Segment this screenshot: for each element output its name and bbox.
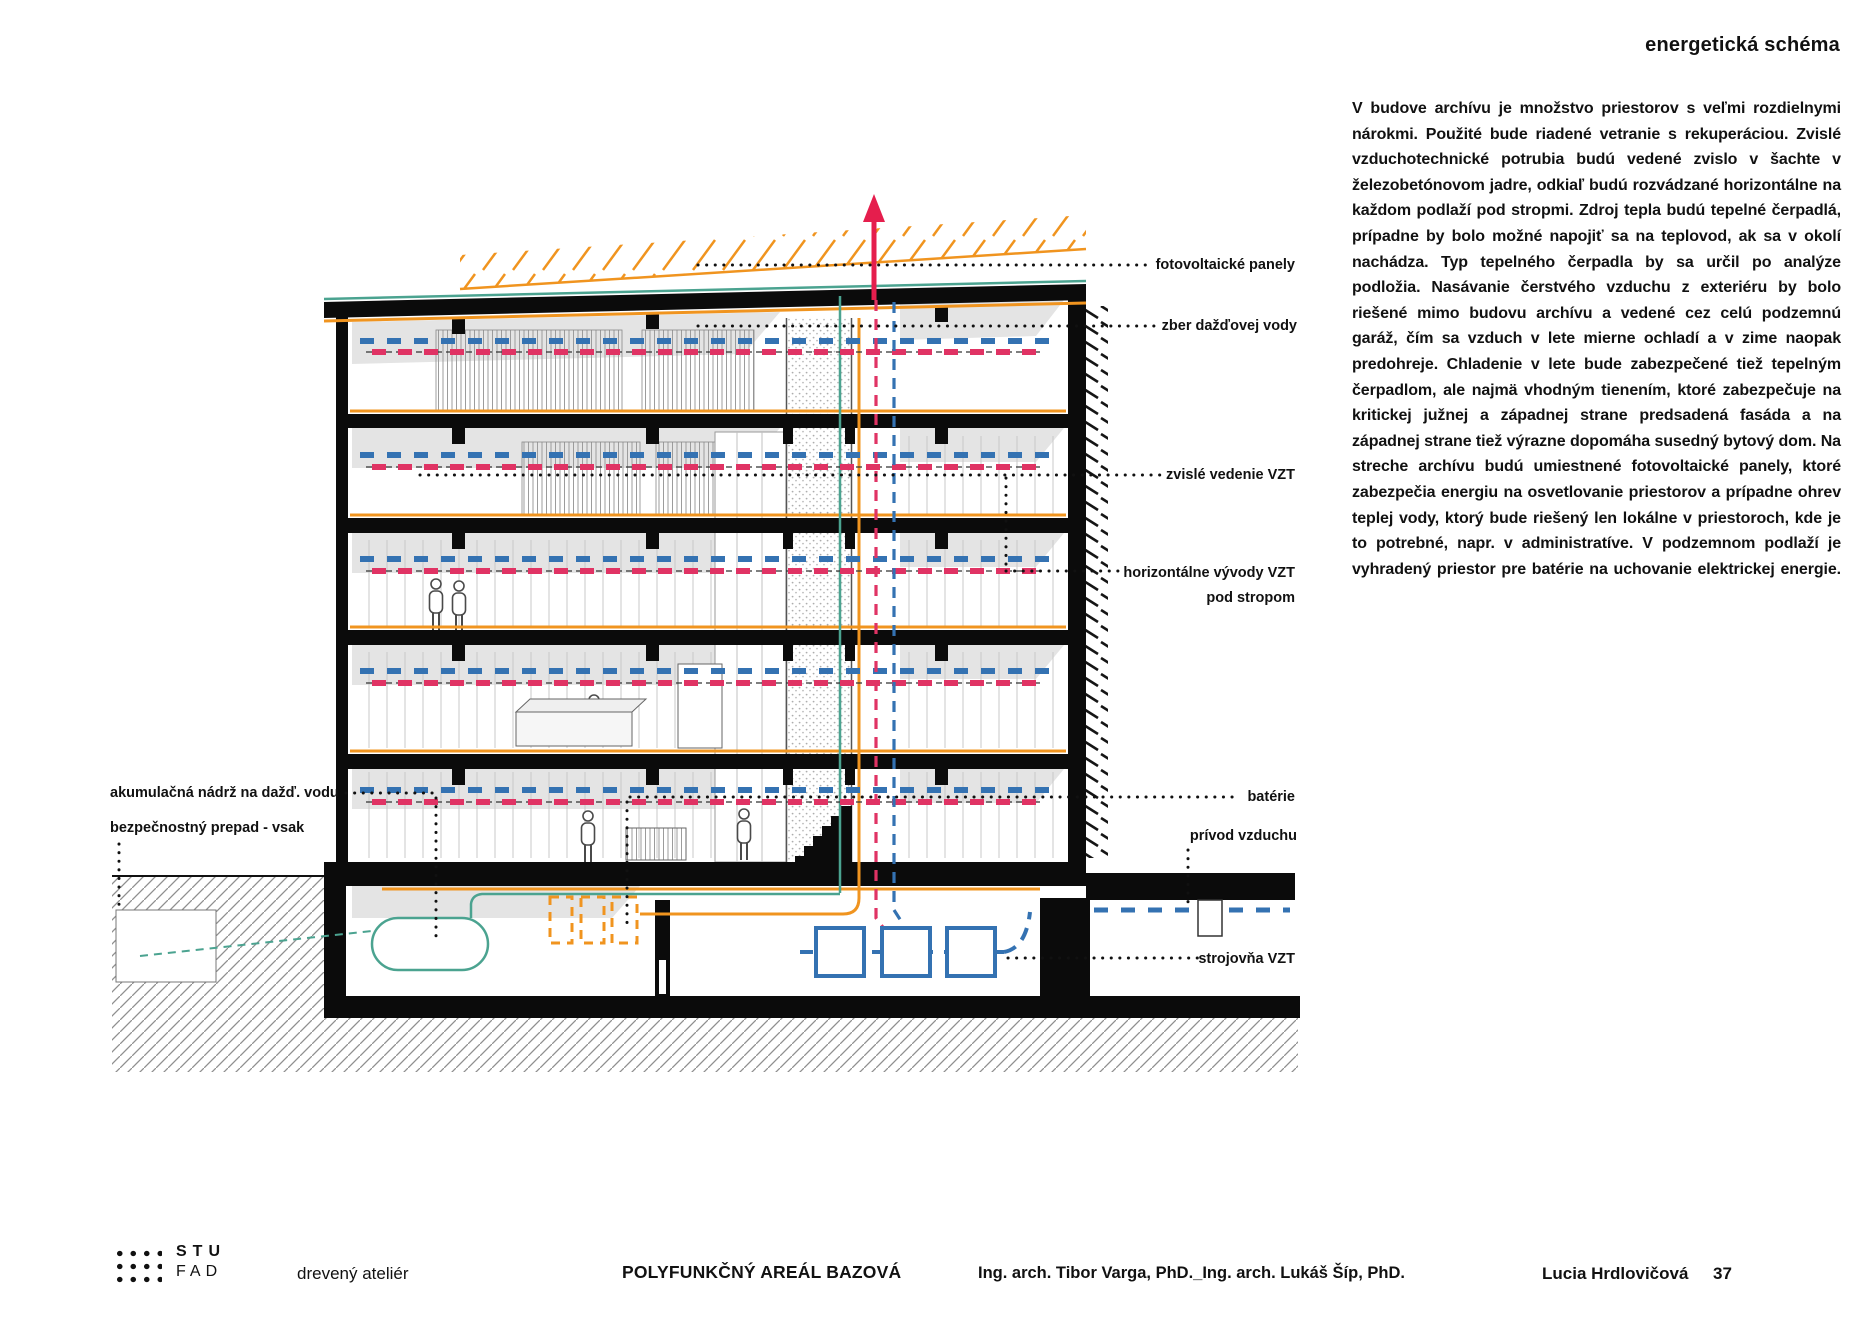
footer-page-number: 37 xyxy=(1713,1264,1732,1283)
label-horizontal-hvac-line1: horizontálne vývody VZT xyxy=(1123,565,1295,581)
label-horizontal-hvac xyxy=(1123,565,1295,607)
concrete-core xyxy=(786,318,852,862)
label-overflow-soakaway: bezpečnostný prepad - vsak xyxy=(110,820,305,836)
label-rainwater-collection: zber dažďovej vody xyxy=(1161,318,1297,334)
fad-logo-text: FAD xyxy=(176,1263,223,1280)
right-wall xyxy=(1068,300,1086,873)
rainwater-tank xyxy=(372,918,488,970)
stu-logo-dots xyxy=(112,1246,162,1284)
label-batteries: batérie xyxy=(1247,789,1295,805)
infiltration-pit xyxy=(116,910,216,982)
garage-slab xyxy=(1086,873,1295,900)
description-paragraph: V budove archívu je množstvo priestorov s veľmi rozdielnymi nárokmi. Použité bude riadené vetranie s rekuperáciou. Zvislé vzduchotechnické potrubia budú vedené zvislo v šachte v železobetónovom jadre, odkiaľ budú rozvádzané horizontálne na každom podlaží pod stropmi. Zdroj tepla budú tepelné čerpadlá, prípadne by bolo možné napojiť sa na teplovod, ak sa v okolí nachádza. Typ tepelného čerpadla by sa určil po analýze podložia. Nasávanie čerstvého vzduchu z exteriéru by bolo riešené mimo budovu archívu a vedené cez celú podzemnú garáž, čím sa vzduch v lete mierne ochladí a v zime naopak predohreje. Chladenie v lete bude zabezpečené tiež tepelným čerpadlom, ale najmä vhodným tienením, ktoré zabezpečuje na kritickej južnej a západnej strane predsadená fasáda a na západnej strane tiež výrazne dopomáha susedný bytový dom. Na streche archívu budú umiestnené fotovoltaické panely, ktoré zabezpečia energiu na osvetlovanie priestorov a prípadne ohrev teplej vody, ktorý bude riešený len lokálne v priestoroch, kde je to potrebné, napr. v administratíve. V podzemnom podlaží je vyhradený priestor pre batérie na uchovanie elektrickej energie. xyxy=(1352,100,1841,578)
ground-hatch xyxy=(112,876,1298,1072)
footer-supervisors: Ing. arch. Tibor Varga, PhD._Ing. arch. Lukáš Šíp, PhD. xyxy=(978,1264,1405,1282)
label-photovoltaic-panels: fotovoltaické panely xyxy=(1155,257,1295,273)
footer-author: Lucia Hrdlovičová xyxy=(1542,1264,1689,1283)
ahu-machines xyxy=(816,928,995,976)
footer-studio-name: drevený ateliér xyxy=(297,1264,409,1283)
label-air-intake: prívod vzduchu xyxy=(1189,828,1297,844)
label-horizontal-hvac-line2: pod stropom xyxy=(1206,590,1295,606)
photovoltaic-panels xyxy=(460,215,1086,289)
label-ahu-room: strojovňa VZT xyxy=(1198,951,1295,967)
left-wall xyxy=(336,302,348,862)
label-vertical-hvac: zvislé vedenie VZT xyxy=(1166,467,1295,483)
page-title: energetická schéma xyxy=(1645,34,1840,56)
stu-logo-text: STU xyxy=(176,1243,226,1260)
facade-fins xyxy=(1086,306,1108,858)
air-intake-duct xyxy=(1198,900,1222,936)
label-rainwater-tank: akumulačná nádrž na dažď. vodu xyxy=(110,785,339,801)
footer-project-title: POLYFUNKČNÝ AREÁL BAZOVÁ xyxy=(622,1262,902,1282)
